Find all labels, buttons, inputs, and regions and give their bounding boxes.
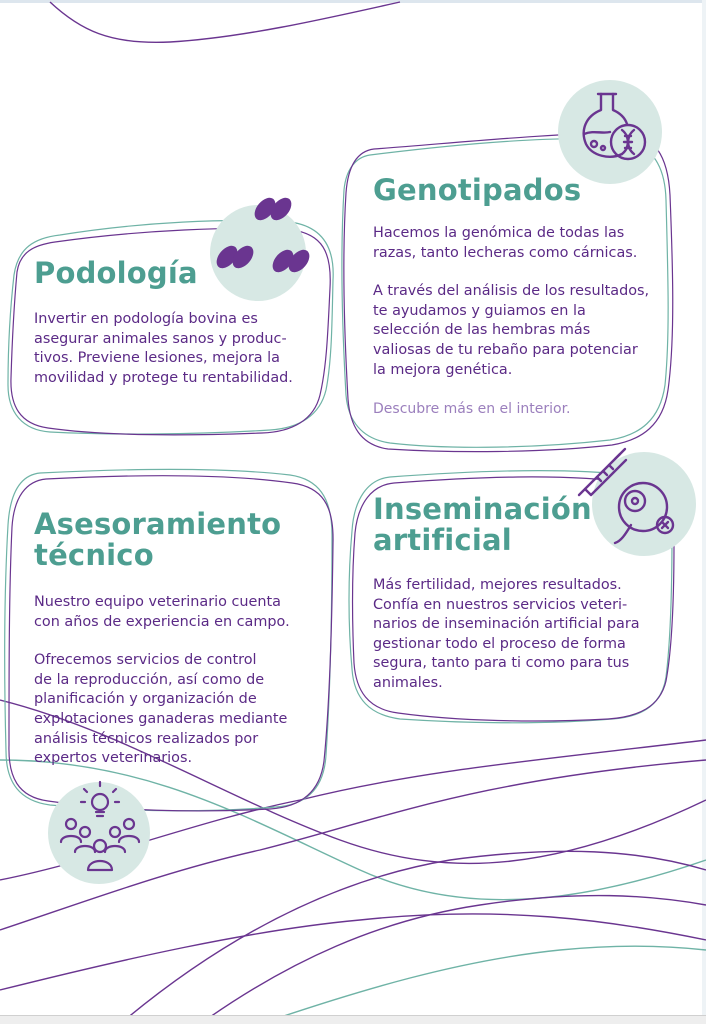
card-body [34, 593, 324, 769]
text-line: movilidad y protege tu rentabilidad. [34, 369, 293, 386]
card-body [373, 224, 673, 380]
text-line: Ofrecemos servicios de control [34, 652, 257, 669]
text-line: planificación y organización de [34, 691, 257, 708]
text-line: con años de experiencia en campo. [34, 613, 290, 630]
team-idea-icon [55, 782, 145, 877]
text-line: tivos. Previene lesiones, mejora la [34, 350, 280, 367]
text-line: selección de las hembras más [373, 322, 591, 339]
text-line: A través del análisis de los resultados, [373, 283, 650, 300]
text-line: la mejora genética. [373, 361, 513, 378]
text-line: Hacemos la genómica de todas las [373, 225, 625, 241]
text-line: de la reproducción, así como de [34, 671, 265, 688]
title-line: artificial [373, 523, 512, 557]
card-body [373, 576, 673, 694]
text-line: Invertir en podología bovina es [34, 311, 258, 327]
hooves-icon [205, 185, 315, 285]
text-line: explotaciones ganaderas mediante [34, 710, 288, 727]
text-line: Más fertilidad, mejores resultados. [373, 577, 622, 593]
syringe-ovum-icon [575, 445, 690, 550]
text-line: Confía en nuestros servicios veteri- [373, 596, 628, 613]
text-line: valiosas de tu rebaño para potenciar [373, 341, 638, 358]
paragraph-gap [373, 263, 673, 282]
viewer-scrollbar-track[interactable] [702, 0, 706, 1024]
text-line: gestionar todo el proceso de forma [373, 635, 626, 652]
viewer-top-edge [0, 0, 706, 3]
card-title: Genotipados [373, 173, 582, 207]
card-body [34, 310, 324, 388]
card-title [373, 494, 592, 556]
card-title: Podología [34, 256, 198, 290]
title-line: Inseminación [373, 492, 592, 526]
text-line: análisis técnicos realizados por [34, 730, 259, 747]
title-line: técnico [34, 538, 154, 572]
text-line: animales. [373, 674, 443, 691]
text-line: Nuestro equipo veterinario cuenta [34, 594, 281, 610]
text-line: narios de inseminación artificial para [373, 616, 640, 633]
text-line: te ayudamos y guiamos en la [373, 302, 586, 319]
top-wave [50, 2, 400, 42]
title-line: Asesoramiento [34, 507, 282, 541]
text-line: segura, tanto para ti como para tus [373, 655, 630, 672]
text-line: asegurar animales sanos y produc- [34, 330, 287, 347]
paragraph-gap [34, 632, 324, 651]
viewer-bottom-edge [0, 1015, 706, 1024]
text-line: expertos veterinarios. [34, 750, 193, 767]
card-title [34, 509, 281, 571]
text-line: razas, tanto lecheras como cárnicas. [373, 244, 638, 261]
flask-dna-icon [570, 88, 655, 173]
discover-more-text: Descubre más en el interior. [373, 401, 571, 417]
